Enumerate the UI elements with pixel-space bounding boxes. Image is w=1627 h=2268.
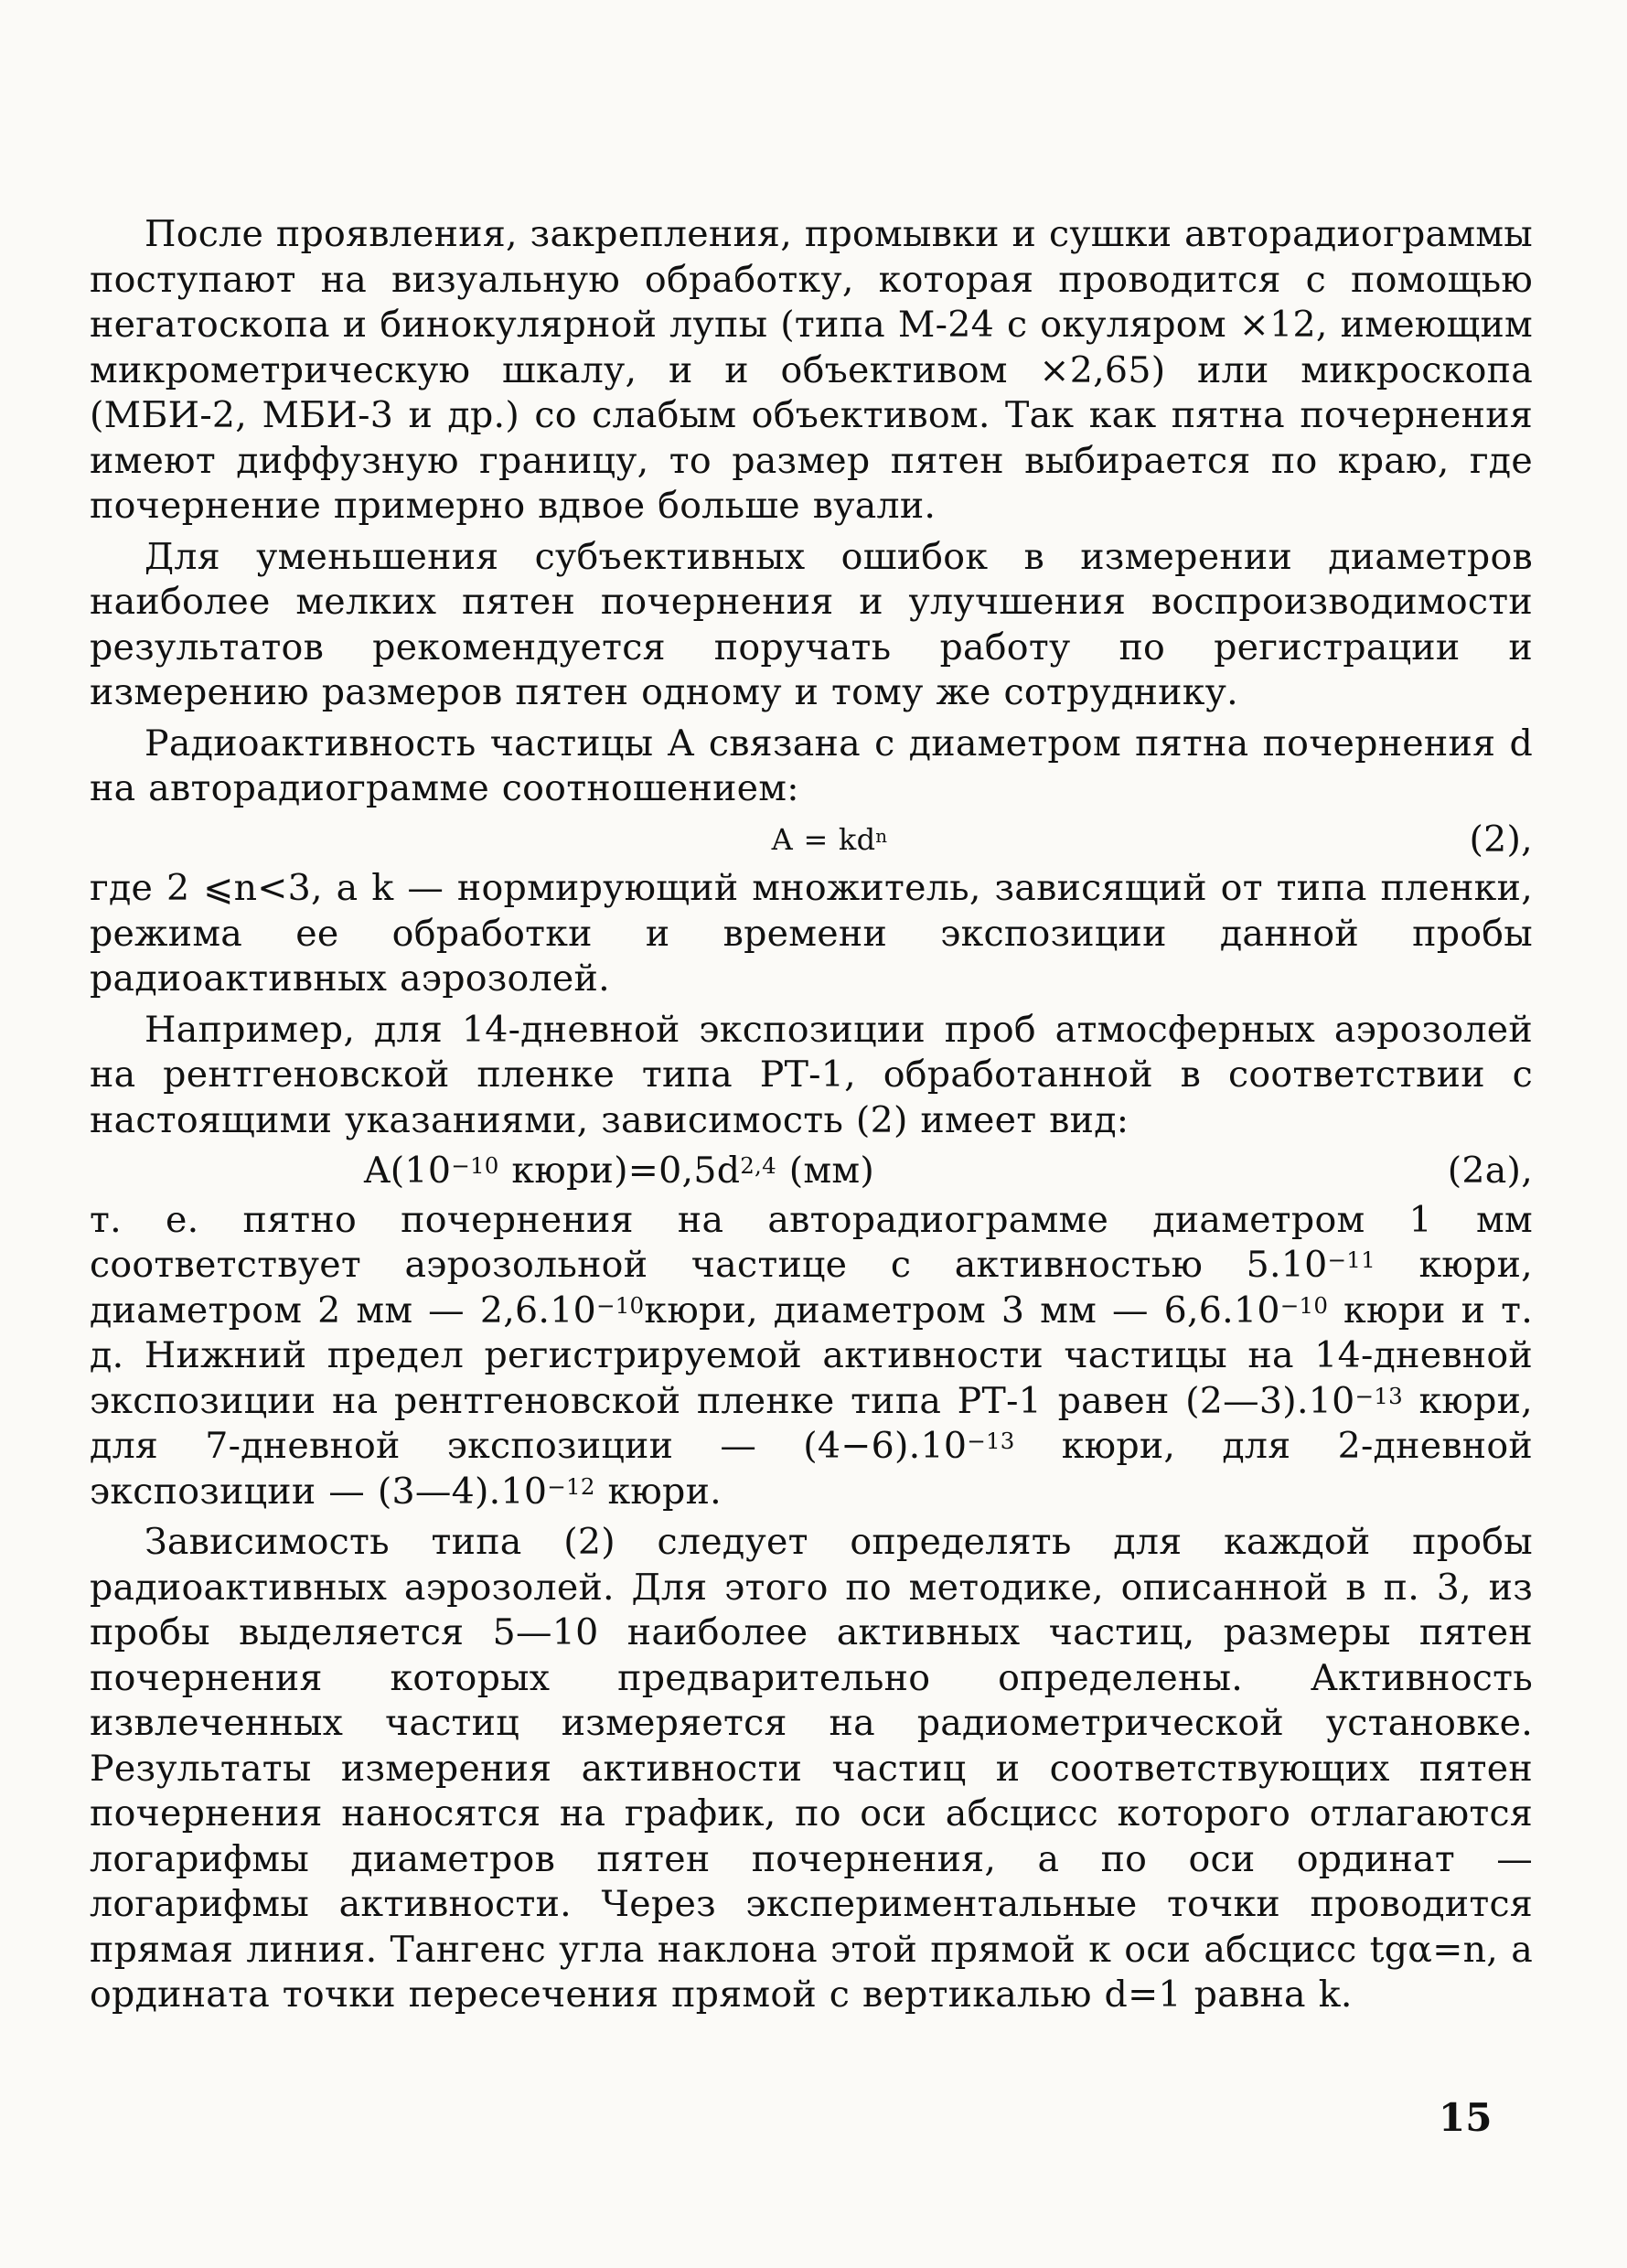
exponent: −10 <box>595 1291 645 1319</box>
exponent: −13 <box>967 1428 1015 1455</box>
text-run: т. е. пятно почернения на авторадиограмме диаметром 1 мм соответствует аэрозольной частице с активностью 5.10 <box>90 1198 1533 1286</box>
formula-2-number: (2), <box>1469 818 1533 861</box>
formula-2a <box>90 1149 1533 1194</box>
page-number: 15 <box>1439 2095 1493 2140</box>
paragraph-example: Например, для 14-дневной экспозиции проб атмосферных аэрозолей на рентгеновской пленке типа РТ-1, обработанной в соответствии с настоящими указаниями, зависимость (2) имеет вид: <box>90 1008 1533 1141</box>
exponent: −13 <box>1354 1382 1403 1409</box>
formula-2a-part-c: (мм) <box>776 1150 875 1192</box>
paragraph-where: где 2 ⩽n<3, a k — нормирующий множитель, зависящий от типа пленки, режима ее обработки и времени экспозиции данной пробы радиоактивных аэрозолей. <box>90 867 1533 1000</box>
text-run: кюри, диаметром 2 мм — 2,6.10 <box>90 1244 1533 1332</box>
text-run: кюри и т. д. Нижний предел регистрируемой активности частицы на 14-дневной экспозиции на рентгеновской пленке типа РТ-1 равен (2—3).10 <box>90 1289 1533 1422</box>
formula-2a-expression <box>90 1149 874 1194</box>
formula-2-exponent: n <box>875 825 888 847</box>
formula-2a-number: (2а), <box>1447 1150 1533 1192</box>
formula-2-lhs: A = kd <box>771 821 876 857</box>
text-run: кюри. <box>594 1470 722 1513</box>
text-run: кюри, для 7-дневной экспозиции — (4−6).10 <box>90 1379 1533 1467</box>
paragraph-processing: После проявления, закрепления, промывки и сушки авторадиограммы поступают на визуальную обработку, которая проводится с помощью негатоскопа и бинокулярной лупы (типа М-24 с окуляром ×12, имеющим микрометрическую шкалу, и и объективом ×2,65) или микроскопа (МБИ-2, МБИ-3 и др.) со слабым объективом. Так как пятна почернения имеют диффузную границу, то размер пятен выбирается по краю, где почернение примерно вдвое больше вуали. <box>90 213 1533 527</box>
formula-2 <box>90 818 1533 863</box>
formula-2a-part-b: кюри)=0,5d <box>498 1150 741 1192</box>
text-run: кюри, диаметром 3 мм — 6,6.10 <box>644 1289 1280 1332</box>
text-column <box>90 212 1533 2024</box>
text-run: кюри, для 2-дневной экспозиции — (3—4).10 <box>90 1425 1533 1513</box>
paragraph-radioactivity: Радиоактивность частицы А связана с диаметром пятна почернения d на авторадиограмме соотношением: <box>90 722 1533 809</box>
formula-2a-exponent-b: 2,4 <box>740 1152 776 1180</box>
formula-2-expression <box>90 818 1533 863</box>
exponent: −12 <box>547 1472 595 1500</box>
exponent: −10 <box>1279 1291 1329 1319</box>
formula-2a-exponent-a: −10 <box>451 1152 499 1180</box>
exponent: −11 <box>1327 1246 1375 1274</box>
paragraph-spot-diameter <box>90 1198 1533 1515</box>
paragraph-errors: Для уменьшения субъективных ошибок в измерении диаметров наиболее мелких пятен почернения и улучшения воспроизводимости результатов рекомендуется поручать работу по регистрации и измерению размеров пятен одному и тому же сотруднику. <box>90 535 1533 713</box>
paragraph-dependence: Зависимость типа (2) следует определять для каждой пробы радиоактивных аэрозолей. Для этого по методике, описанной в п. 3, из пробы выделяется 5—10 наиболее активных частиц, размеры пятен почернения которых предварительно определены. Активность извлеченных частиц измеряется на радиометрической установке. Результаты измерения активности частиц и соответствующих пятен почернения наносятся на график, по оси абсцисс которого отлагаются логарифмы диаметров пятен почернения, а по оси ординат — логарифмы активности. Через экспериментальные точки проводится прямая линия. Тангенс угла наклона этой прямой к оси абсцисс tgα=n, а ордината точки пересечения прямой с вертикалью d=1 равна k. <box>90 1521 1533 2016</box>
formula-2a-part-a: A(10 <box>364 1150 452 1192</box>
